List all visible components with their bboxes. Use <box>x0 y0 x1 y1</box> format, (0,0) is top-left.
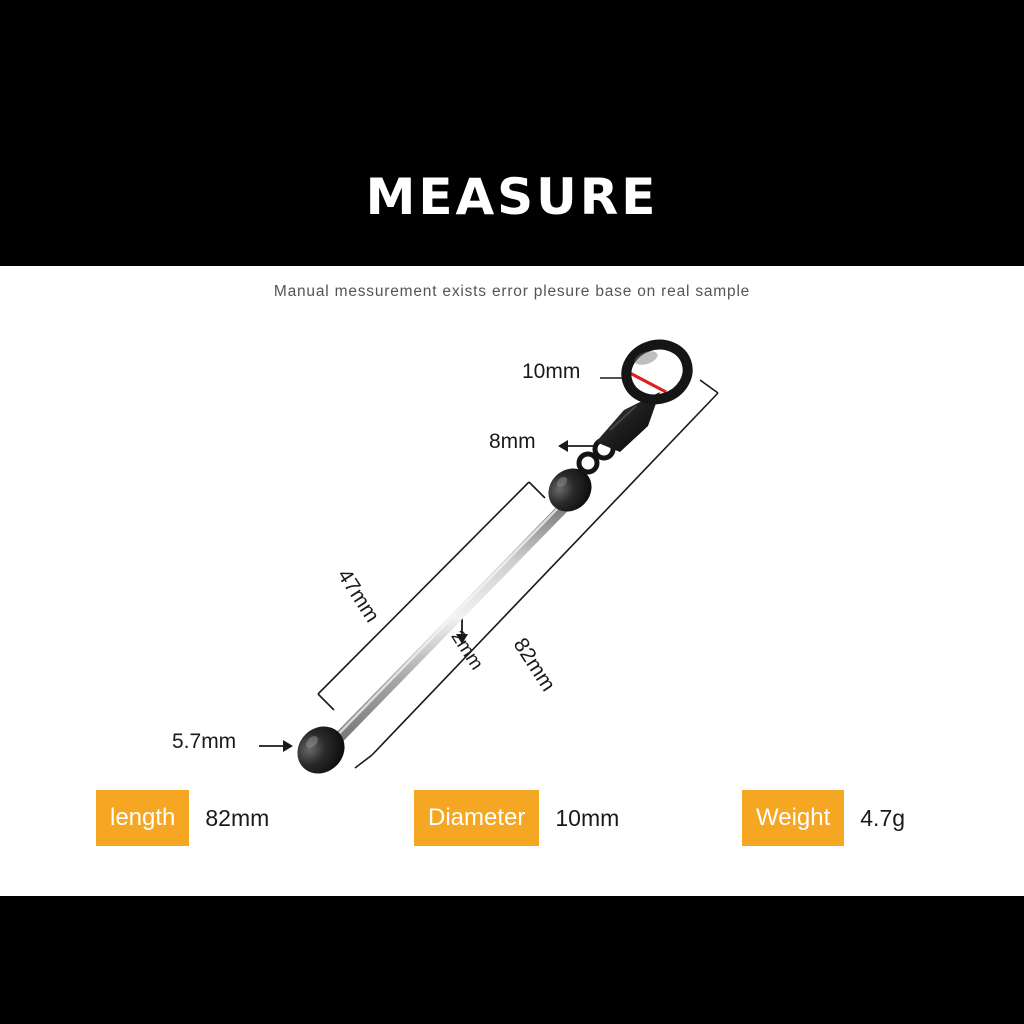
diagram-svg <box>0 330 1024 800</box>
spec-label-diameter: Diameter <box>414 790 539 846</box>
callout-8mm: 8mm <box>489 430 536 453</box>
callout-47mm: 47mm <box>332 565 384 627</box>
title-banner <box>0 128 1024 266</box>
spec-label-weight: Weight <box>742 790 844 846</box>
callout-82mm: 82mm <box>508 634 560 696</box>
spec-item-diameter <box>414 790 619 846</box>
leader-5.7mm <box>259 740 293 752</box>
spec-value-diameter: 10mm <box>555 804 620 831</box>
callout-5.7mm: 5.7mm <box>172 730 237 753</box>
letterbox-bottom <box>0 896 1024 1024</box>
dimension-bracket-82mm <box>355 380 718 768</box>
product-diagram <box>0 330 1024 800</box>
spec-item-weight <box>742 790 905 846</box>
leader-8mm <box>558 440 593 452</box>
product-rod <box>324 505 563 752</box>
letterbox-top <box>0 0 1024 128</box>
callout-2mm: 2mm <box>446 627 488 674</box>
spec-value-weight: 4.7g <box>860 804 906 831</box>
spec-item-length <box>96 790 269 846</box>
callout-10mm: 10mm <box>522 360 581 383</box>
product-lobster-clasp <box>596 337 695 452</box>
subtitle-note: Manual messurement exists error plesure base on real sample <box>273 283 751 300</box>
page-title: MEASURE <box>365 168 659 226</box>
spec-label-length: length <box>96 790 189 846</box>
spec-value-length: 82mm <box>205 804 270 831</box>
spec-row <box>0 790 1024 854</box>
